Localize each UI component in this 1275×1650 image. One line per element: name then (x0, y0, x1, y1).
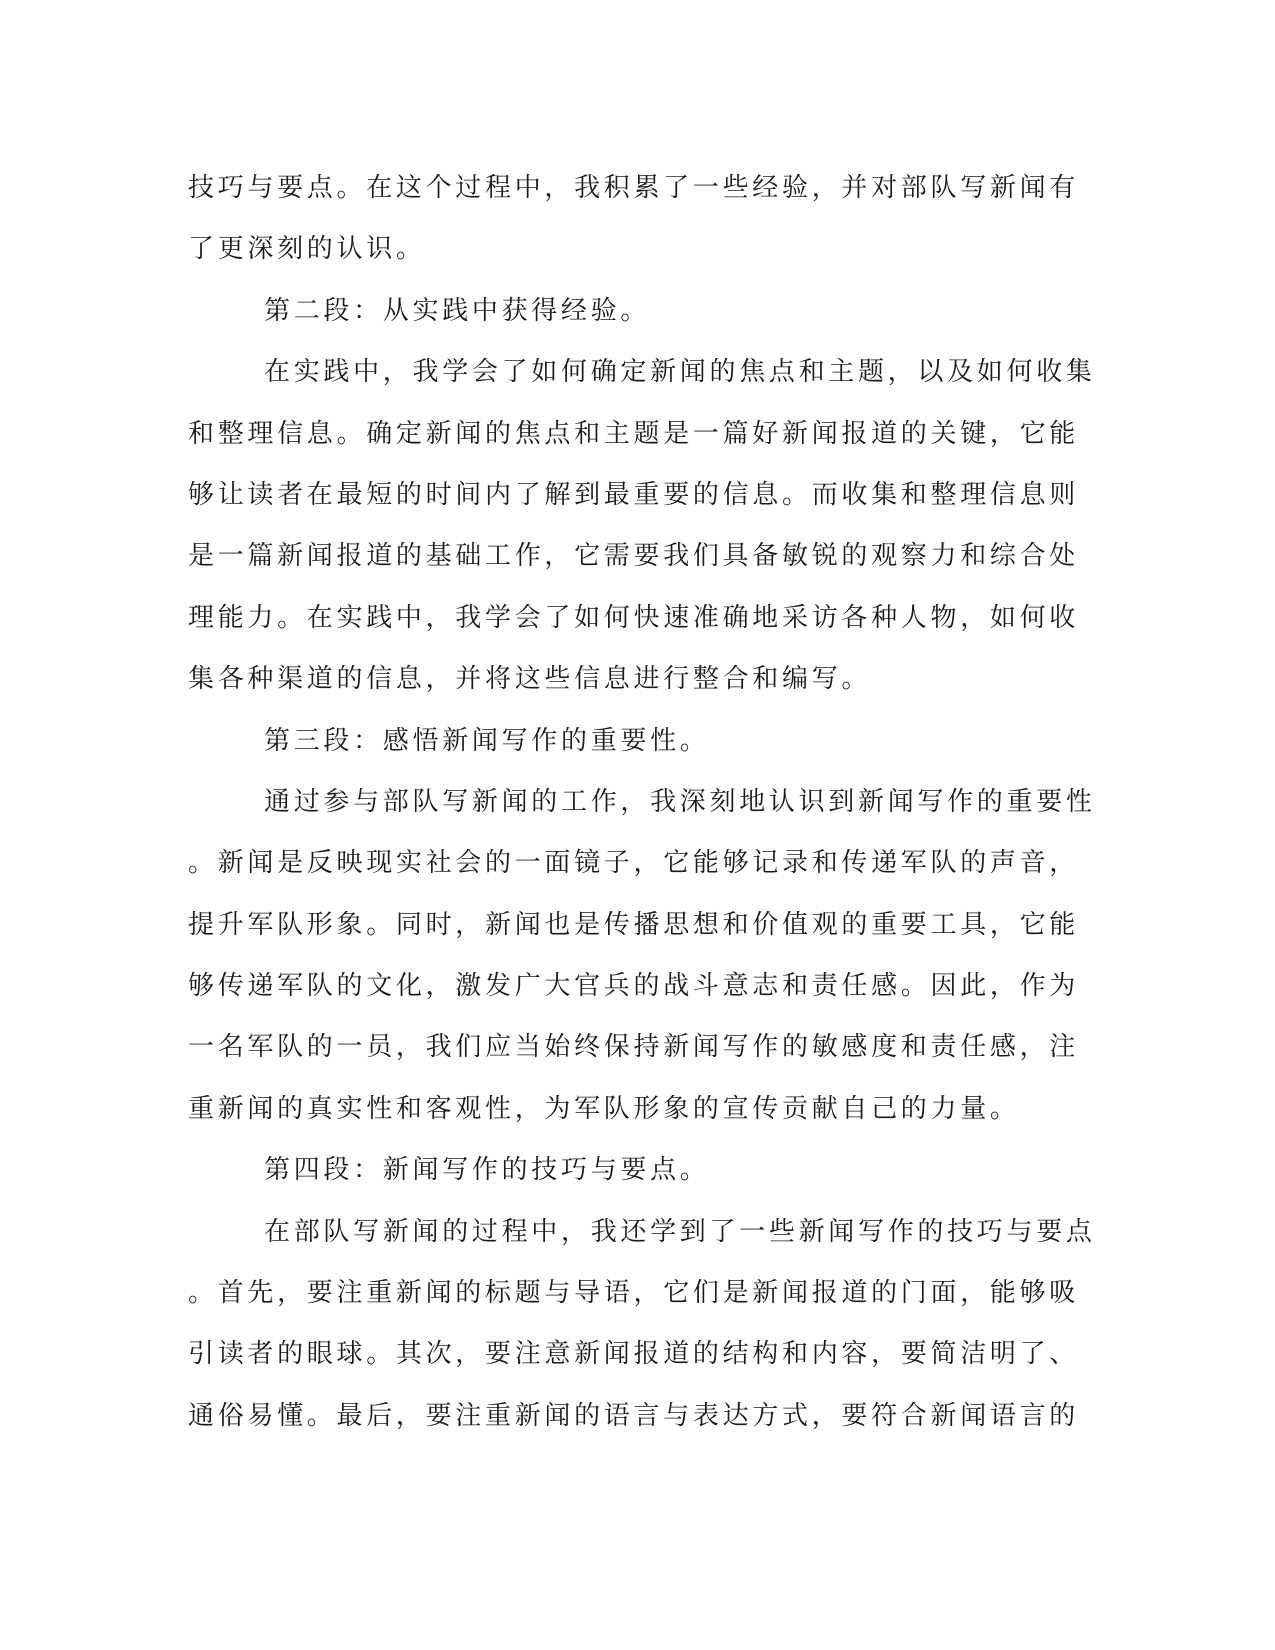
text-line: 重新闻的真实性和客观性，为军队形象的宣传贡献自己的力量。 (188, 1093, 1020, 1124)
text-line: 。首先，要注重新闻的标题与导语，它们是新闻报道的门面，能够吸 (188, 1278, 1080, 1309)
text-line: 通俗易懂。最后，要注重新闻的语言与表达方式，要符合新闻语言的 (188, 1400, 1080, 1431)
text-line: 集各种渠道的信息，并将这些信息进行整合和编写。 (188, 664, 872, 695)
text-line: 在实践中，我学会了如何确定新闻的焦点和主题，以及如何收集 (264, 357, 1096, 388)
text-line: 一名军队的一员，我们应当始终保持新闻写作的敏感度和责任感，注 (188, 1032, 1080, 1063)
text-line: 够传递军队的文化，激发广大官兵的战斗意志和责任感。因此，作为 (188, 971, 1080, 1002)
section-heading-4: 第四段：新闻写作的技巧与要点。 (264, 1155, 710, 1186)
text-line: 通过参与部队写新闻的工作，我深刻地认识到新闻写作的重要性 (264, 786, 1096, 817)
body-text (188, 158, 1096, 1447)
text-line: 了更深刻的认识。 (188, 234, 426, 265)
section-heading-3: 第三段：感悟新闻写作的重要性。 (264, 725, 710, 756)
text-line: 提升军队形象。同时，新闻也是传播思想和价值观的重要工具，它能 (188, 909, 1080, 940)
text-line: 理能力。在实践中，我学会了如何快速准确地采访各种人物，如何收 (188, 602, 1080, 633)
text-line: 技巧与要点。在这个过程中，我积累了一些经验，并对部队写新闻有 (188, 173, 1080, 203)
text-line: 引读者的眼球。其次，要注意新闻报道的结构和内容，要简洁明了、 (188, 1339, 1080, 1370)
text-line: 和整理信息。确定新闻的焦点和主题是一篇好新闻报道的关键，它能 (188, 418, 1080, 449)
text-line: 是一篇新闻报道的基础工作，它需要我们具备敏锐的观察力和综合处 (188, 541, 1080, 572)
section-heading-2: 第二段：从实践中获得经验。 (264, 295, 651, 326)
text-line: 在部队写新闻的过程中，我还学到了一些新闻写作的技巧与要点 (264, 1216, 1096, 1247)
text-line: 。新闻是反映现实社会的一面镜子，它能够记录和传递军队的声音， (188, 848, 1080, 879)
text-line: 够让读者在最短的时间内了解到最重要的信息。而收集和整理信息则 (188, 479, 1080, 510)
